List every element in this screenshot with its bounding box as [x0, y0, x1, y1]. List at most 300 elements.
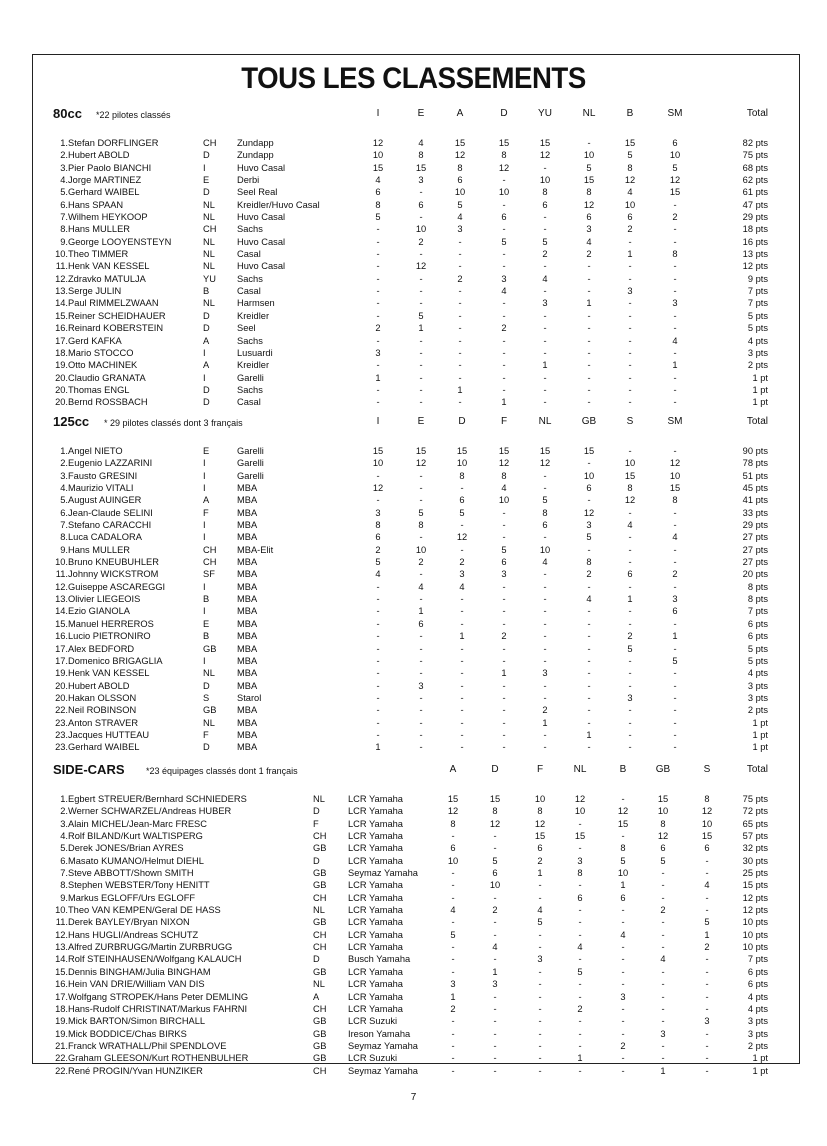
table-row	[0, 174, 827, 186]
machine: LCR Yamaha	[348, 979, 403, 990]
machine: Huvo Casal	[237, 261, 286, 272]
machine: Sachs	[237, 335, 263, 346]
points-cell: -	[661, 966, 665, 977]
points-cell: 15	[583, 175, 595, 186]
nationality: I	[203, 532, 206, 543]
total-points: 61 pts	[742, 187, 768, 198]
nationality: CH	[313, 1065, 327, 1076]
points-cell: 6	[375, 187, 381, 198]
machine: LCR Yamaha	[348, 892, 403, 903]
rider-name: Fausto GRESINI	[68, 470, 138, 481]
rank: 12.	[55, 273, 68, 284]
points-cell: 6	[627, 212, 633, 223]
points-cell: 12	[617, 806, 629, 817]
rank: 5.	[60, 187, 68, 198]
machine: MBA	[237, 507, 258, 518]
table-row	[0, 830, 827, 842]
rank: 1.	[60, 138, 68, 148]
machine: MBA	[237, 569, 258, 580]
table-row	[0, 482, 827, 494]
rank: 18.	[55, 1003, 68, 1014]
points-cell: -	[419, 273, 423, 284]
points-cell: 8	[418, 520, 424, 531]
total-points: 5 pts	[747, 323, 768, 334]
points-cell: 5	[542, 236, 548, 247]
table-row	[0, 507, 827, 519]
points-cell: 2	[418, 557, 424, 568]
machine: MBA	[237, 495, 258, 506]
points-cell: -	[578, 1016, 582, 1027]
points-cell: -	[543, 372, 547, 383]
points-cell: -	[587, 323, 591, 334]
points-cell: -	[628, 273, 632, 284]
points-cell: -	[673, 224, 677, 235]
machine: LCR Yamaha	[348, 843, 403, 854]
points-cell: -	[628, 544, 632, 555]
total-points: 4 pts	[747, 1003, 768, 1014]
total-points: 45 pts	[742, 483, 768, 494]
points-cell: -	[543, 655, 547, 666]
standings-table	[0, 445, 827, 754]
nationality: D	[313, 806, 320, 817]
machine: MBA	[237, 532, 258, 543]
machine: Garelli	[237, 446, 264, 456]
section-note: *22 pilotes classés	[96, 110, 171, 120]
machine: LCR Yamaha	[348, 794, 403, 804]
points-cell: -	[578, 843, 582, 854]
rider-name: Alex BEDFORD	[68, 643, 135, 654]
machine: Kreidler	[237, 360, 270, 371]
points-cell: 15	[669, 187, 681, 198]
points-cell: -	[502, 680, 506, 691]
rider-name: Wilhem HEYKOOP	[68, 212, 148, 223]
rider-name: Stephen WEBSTER/Tony HENITT	[68, 880, 210, 891]
nationality: I	[203, 347, 206, 358]
points-cell: 8	[577, 868, 583, 879]
points-cell: -	[705, 954, 709, 965]
section-name: SIDE-CARS	[53, 762, 125, 777]
points-cell: -	[673, 236, 677, 247]
points-cell: -	[502, 199, 506, 210]
points-cell: 2	[457, 273, 463, 284]
rider-name: Ezio GIANOLA	[68, 606, 131, 617]
rank: 19.	[55, 668, 68, 679]
points-cell: -	[419, 397, 423, 408]
points-cell: 12	[498, 162, 510, 173]
nationality: NL	[203, 199, 215, 210]
points-cell: -	[705, 855, 709, 866]
column-header: S	[703, 764, 711, 775]
points-cell: 6	[577, 892, 583, 903]
points-cell: 15	[539, 138, 551, 148]
points-cell: -	[538, 1016, 542, 1027]
total-points: 7 pts	[747, 286, 768, 297]
machine: Garelli	[237, 372, 264, 383]
nationality: F	[313, 818, 319, 829]
total-points: 4 pts	[747, 991, 768, 1002]
table-row	[0, 347, 827, 359]
points-cell: 1	[501, 397, 507, 408]
points-cell: -	[419, 594, 423, 605]
table-row	[0, 556, 827, 568]
column-header: A	[456, 108, 464, 119]
points-cell: -	[661, 942, 665, 953]
points-cell: -	[673, 261, 677, 272]
points-cell: 1	[704, 929, 710, 940]
table-row	[0, 643, 827, 655]
machine: LCR Yamaha	[348, 806, 403, 817]
points-cell: 3	[537, 954, 543, 965]
total-points: 1 pt	[752, 717, 768, 728]
nationality: GB	[313, 1028, 327, 1039]
points-cell: -	[419, 335, 423, 346]
machine: Harmsen	[237, 298, 275, 309]
points-cell: -	[578, 1065, 582, 1076]
rider-name: Claudio GRANATA	[68, 372, 146, 383]
total-points: 10 pts	[742, 942, 768, 953]
points-cell: 15	[415, 446, 427, 456]
total-points: 30 pts	[742, 855, 768, 866]
points-cell: -	[628, 323, 632, 334]
points-cell: -	[538, 1040, 542, 1051]
total-header: Total	[746, 416, 768, 427]
points-cell: 15	[415, 162, 427, 173]
total-points: 32 pts	[742, 843, 768, 854]
nationality: I	[203, 470, 206, 481]
total-points: 47 pts	[742, 199, 768, 210]
points-cell: 15	[372, 162, 384, 173]
machine: LCR Yamaha	[348, 880, 403, 891]
points-cell: -	[587, 372, 591, 383]
points-cell: -	[538, 942, 542, 953]
points-cell: -	[628, 360, 632, 371]
points-cell: 1	[660, 1065, 666, 1076]
table-row	[0, 335, 827, 347]
points-cell: 12	[415, 458, 427, 469]
machine: Casal	[237, 249, 261, 260]
points-cell: 8	[459, 470, 465, 481]
total-points: 16 pts	[742, 236, 768, 247]
rank: 19.	[55, 360, 68, 371]
nationality: I	[203, 655, 206, 666]
total-points: 6 pts	[747, 618, 768, 629]
points-cell: -	[628, 347, 632, 358]
points-cell: -	[493, 1065, 497, 1076]
points-cell: -	[451, 892, 455, 903]
machine: LCR Yamaha	[348, 942, 403, 953]
points-cell: 12	[701, 806, 713, 817]
total-points: 2 pts	[747, 1040, 768, 1051]
nationality: I	[203, 162, 206, 173]
rank: 22.	[55, 705, 68, 716]
points-cell: -	[543, 729, 547, 740]
section-header	[0, 414, 827, 436]
machine: LCR Suzuki	[348, 1016, 398, 1027]
points-cell: -	[376, 261, 380, 272]
rank: 23.	[55, 742, 68, 753]
points-cell: 1	[457, 384, 463, 395]
points-cell: -	[502, 347, 506, 358]
column-header: NL	[582, 108, 596, 119]
section-125cc	[0, 414, 827, 754]
points-cell: -	[673, 273, 677, 284]
rank: 11.	[55, 261, 68, 272]
rank: 6.	[60, 507, 68, 518]
table-row	[0, 544, 827, 556]
points-cell: 6	[586, 212, 592, 223]
points-cell: 6	[672, 138, 678, 148]
points-cell: 8	[457, 162, 463, 173]
rank: 16.	[55, 979, 68, 990]
points-cell: -	[621, 1003, 625, 1014]
table-row	[0, 1028, 827, 1040]
nationality: I	[203, 606, 206, 617]
rider-name: Neil ROBINSON	[68, 705, 137, 716]
points-cell: -	[538, 979, 542, 990]
points-cell: 3	[418, 680, 424, 691]
points-cell: 2	[586, 249, 592, 260]
points-cell: 4	[672, 532, 678, 543]
points-cell: -	[451, 1016, 455, 1027]
points-cell: 8	[627, 162, 633, 173]
machine: Derbi	[237, 175, 260, 186]
rider-name: August AUINGER	[68, 495, 142, 506]
machine: Seel Real	[237, 187, 278, 198]
total-points: 27 pts	[742, 557, 768, 568]
points-cell: 15	[454, 138, 466, 148]
machine: LCR Yamaha	[348, 929, 403, 940]
points-cell: -	[460, 680, 464, 691]
points-cell: -	[451, 917, 455, 928]
points-cell: 4	[457, 212, 463, 223]
total-points: 57 pts	[742, 831, 768, 842]
points-cell: 8	[450, 818, 456, 829]
points-cell: 8	[492, 806, 498, 817]
points-cell: -	[628, 742, 632, 753]
total-points: 3 pts	[747, 680, 768, 691]
total-points: 2 pts	[747, 360, 768, 371]
rank: 21.	[55, 1040, 68, 1051]
points-cell: -	[460, 483, 464, 494]
nationality: CH	[203, 544, 217, 555]
table-row	[0, 892, 827, 904]
rank: 12.	[55, 929, 68, 940]
points-cell: -	[376, 470, 380, 481]
rider-name: Stefano CARACCHI	[68, 520, 152, 531]
points-cell: 1	[459, 631, 465, 642]
points-cell: -	[502, 507, 506, 518]
rank: 8.	[60, 880, 68, 891]
table-row	[0, 211, 827, 223]
points-cell: -	[628, 532, 632, 543]
rank: 2.	[60, 150, 68, 161]
rank: 1.	[60, 794, 68, 804]
points-cell: 10	[498, 187, 510, 198]
points-cell: 8	[375, 199, 381, 210]
points-cell: -	[543, 581, 547, 592]
rank: 5.	[60, 495, 68, 506]
points-cell: -	[705, 979, 709, 990]
nationality: B	[203, 631, 210, 642]
rank: 23.	[55, 717, 68, 728]
points-cell: 8	[704, 794, 710, 804]
points-cell: 8	[501, 470, 507, 481]
rider-name: Theo VAN KEMPEN/Geral DE HASS	[68, 905, 221, 916]
points-cell: -	[628, 372, 632, 383]
points-cell: -	[502, 175, 506, 186]
rank: 13.	[55, 942, 68, 953]
points-cell: 3	[492, 979, 498, 990]
rank: 5.	[60, 843, 68, 854]
total-points: 6 pts	[747, 966, 768, 977]
column-header: D	[458, 416, 466, 427]
nationality: GB	[313, 868, 327, 879]
points-cell: -	[458, 286, 462, 297]
table-row	[0, 384, 827, 396]
rank: 1.	[60, 446, 68, 456]
points-cell: 10	[624, 199, 636, 210]
rider-name: Serge JULIN	[68, 286, 122, 297]
total-points: 78 pts	[742, 458, 768, 469]
points-cell: 2	[501, 631, 507, 642]
table-row	[0, 680, 827, 692]
points-cell: 3	[375, 507, 381, 518]
table-row	[0, 953, 827, 965]
points-cell: 1	[537, 868, 543, 879]
points-cell: 10	[624, 458, 636, 469]
machine: MBA	[237, 717, 258, 728]
points-cell: 2	[375, 544, 381, 555]
total-header: Total	[746, 108, 768, 119]
rank: 9.	[60, 544, 68, 555]
points-cell: -	[502, 717, 506, 728]
points-cell: 15	[539, 446, 551, 456]
points-cell: 3	[501, 273, 507, 284]
table-row	[0, 260, 827, 272]
rider-name: Alain MICHEL/Jean-Marc FRESC	[68, 818, 207, 829]
points-cell: -	[661, 979, 665, 990]
points-cell: 8	[501, 150, 507, 161]
table-row	[0, 593, 827, 605]
table-row	[0, 916, 827, 928]
points-cell: 15	[534, 831, 546, 842]
nationality: NL	[203, 249, 215, 260]
points-cell: 8	[418, 150, 424, 161]
rank: 22.	[55, 1065, 68, 1076]
points-cell: -	[419, 729, 423, 740]
rank: 15.	[55, 310, 68, 321]
column-header: E	[417, 416, 425, 427]
nationality: I	[203, 520, 206, 531]
nationality: D	[203, 397, 210, 408]
points-cell: 5	[586, 532, 592, 543]
points-cell: -	[419, 742, 423, 753]
nationality: NL	[203, 236, 215, 247]
column-header: D	[500, 108, 508, 119]
rider-name: Stefan DORFLINGER	[68, 138, 159, 148]
nationality: NL	[203, 717, 215, 728]
rider-name: Manuel HERREROS	[68, 618, 154, 629]
points-cell: -	[502, 643, 506, 654]
points-cell: -	[502, 372, 506, 383]
total-points: 1 pt	[752, 1053, 768, 1064]
total-points: 5 pts	[747, 655, 768, 666]
points-cell: 12	[456, 532, 468, 543]
points-cell: -	[673, 544, 677, 555]
rider-name: Anton STRAVER	[68, 717, 139, 728]
rank: 20.	[55, 372, 68, 383]
total-points: 18 pts	[742, 224, 768, 235]
rank: 11.	[55, 569, 68, 580]
nationality: D	[313, 954, 320, 965]
points-cell: -	[376, 594, 380, 605]
points-cell: 4	[375, 175, 381, 186]
points-cell: 15	[456, 446, 468, 456]
points-cell: -	[376, 729, 380, 740]
rider-name: Guiseppe ASCAREGGI	[68, 581, 166, 592]
machine: MBA	[237, 618, 258, 629]
points-cell: 3	[375, 347, 381, 358]
points-cell: 6	[501, 557, 507, 568]
rider-name: Thomas ENGL	[68, 384, 130, 395]
points-cell: -	[493, 843, 497, 854]
rank: 9.	[60, 236, 68, 247]
points-cell: 2	[577, 1003, 583, 1014]
table-row	[0, 186, 827, 198]
points-cell: -	[460, 643, 464, 654]
table-row	[0, 818, 827, 830]
points-cell: -	[458, 335, 462, 346]
points-cell: 5	[501, 236, 507, 247]
points-cell: 4	[492, 942, 498, 953]
table-row	[0, 581, 827, 593]
points-cell: 5	[459, 507, 465, 518]
nationality: A	[313, 991, 320, 1002]
points-cell: -	[587, 397, 591, 408]
points-cell: -	[543, 532, 547, 543]
points-cell: 2	[704, 942, 710, 953]
points-cell: 2	[537, 855, 543, 866]
nationality: YU	[203, 273, 216, 284]
rider-name: Theo TIMMER	[68, 249, 129, 260]
points-cell: -	[419, 470, 423, 481]
nationality: D	[203, 742, 210, 753]
points-cell: -	[419, 532, 423, 543]
points-cell: -	[578, 1040, 582, 1051]
points-cell: 1	[672, 360, 678, 371]
points-cell: -	[673, 520, 677, 531]
rider-name: Luca CADALORA	[68, 532, 142, 543]
points-cell: -	[661, 1040, 665, 1051]
points-cell: -	[673, 397, 677, 408]
nationality: GB	[203, 643, 217, 654]
points-cell: -	[587, 618, 591, 629]
machine: Zundapp	[237, 138, 274, 148]
column-header: SM	[667, 416, 683, 427]
machine: MBA	[237, 643, 258, 654]
rider-name: Bruno KNEUBUHLER	[68, 557, 159, 568]
nationality: D	[203, 310, 210, 321]
rank: 14.	[55, 606, 68, 617]
nationality: GB	[313, 1040, 327, 1051]
points-cell: -	[538, 1003, 542, 1014]
total-points: 3 pts	[747, 1016, 768, 1027]
rank: 17.	[55, 991, 68, 1002]
table-row	[0, 630, 827, 642]
points-cell: 10	[574, 806, 586, 817]
machine: Garelli	[237, 470, 264, 481]
points-cell: -	[543, 569, 547, 580]
